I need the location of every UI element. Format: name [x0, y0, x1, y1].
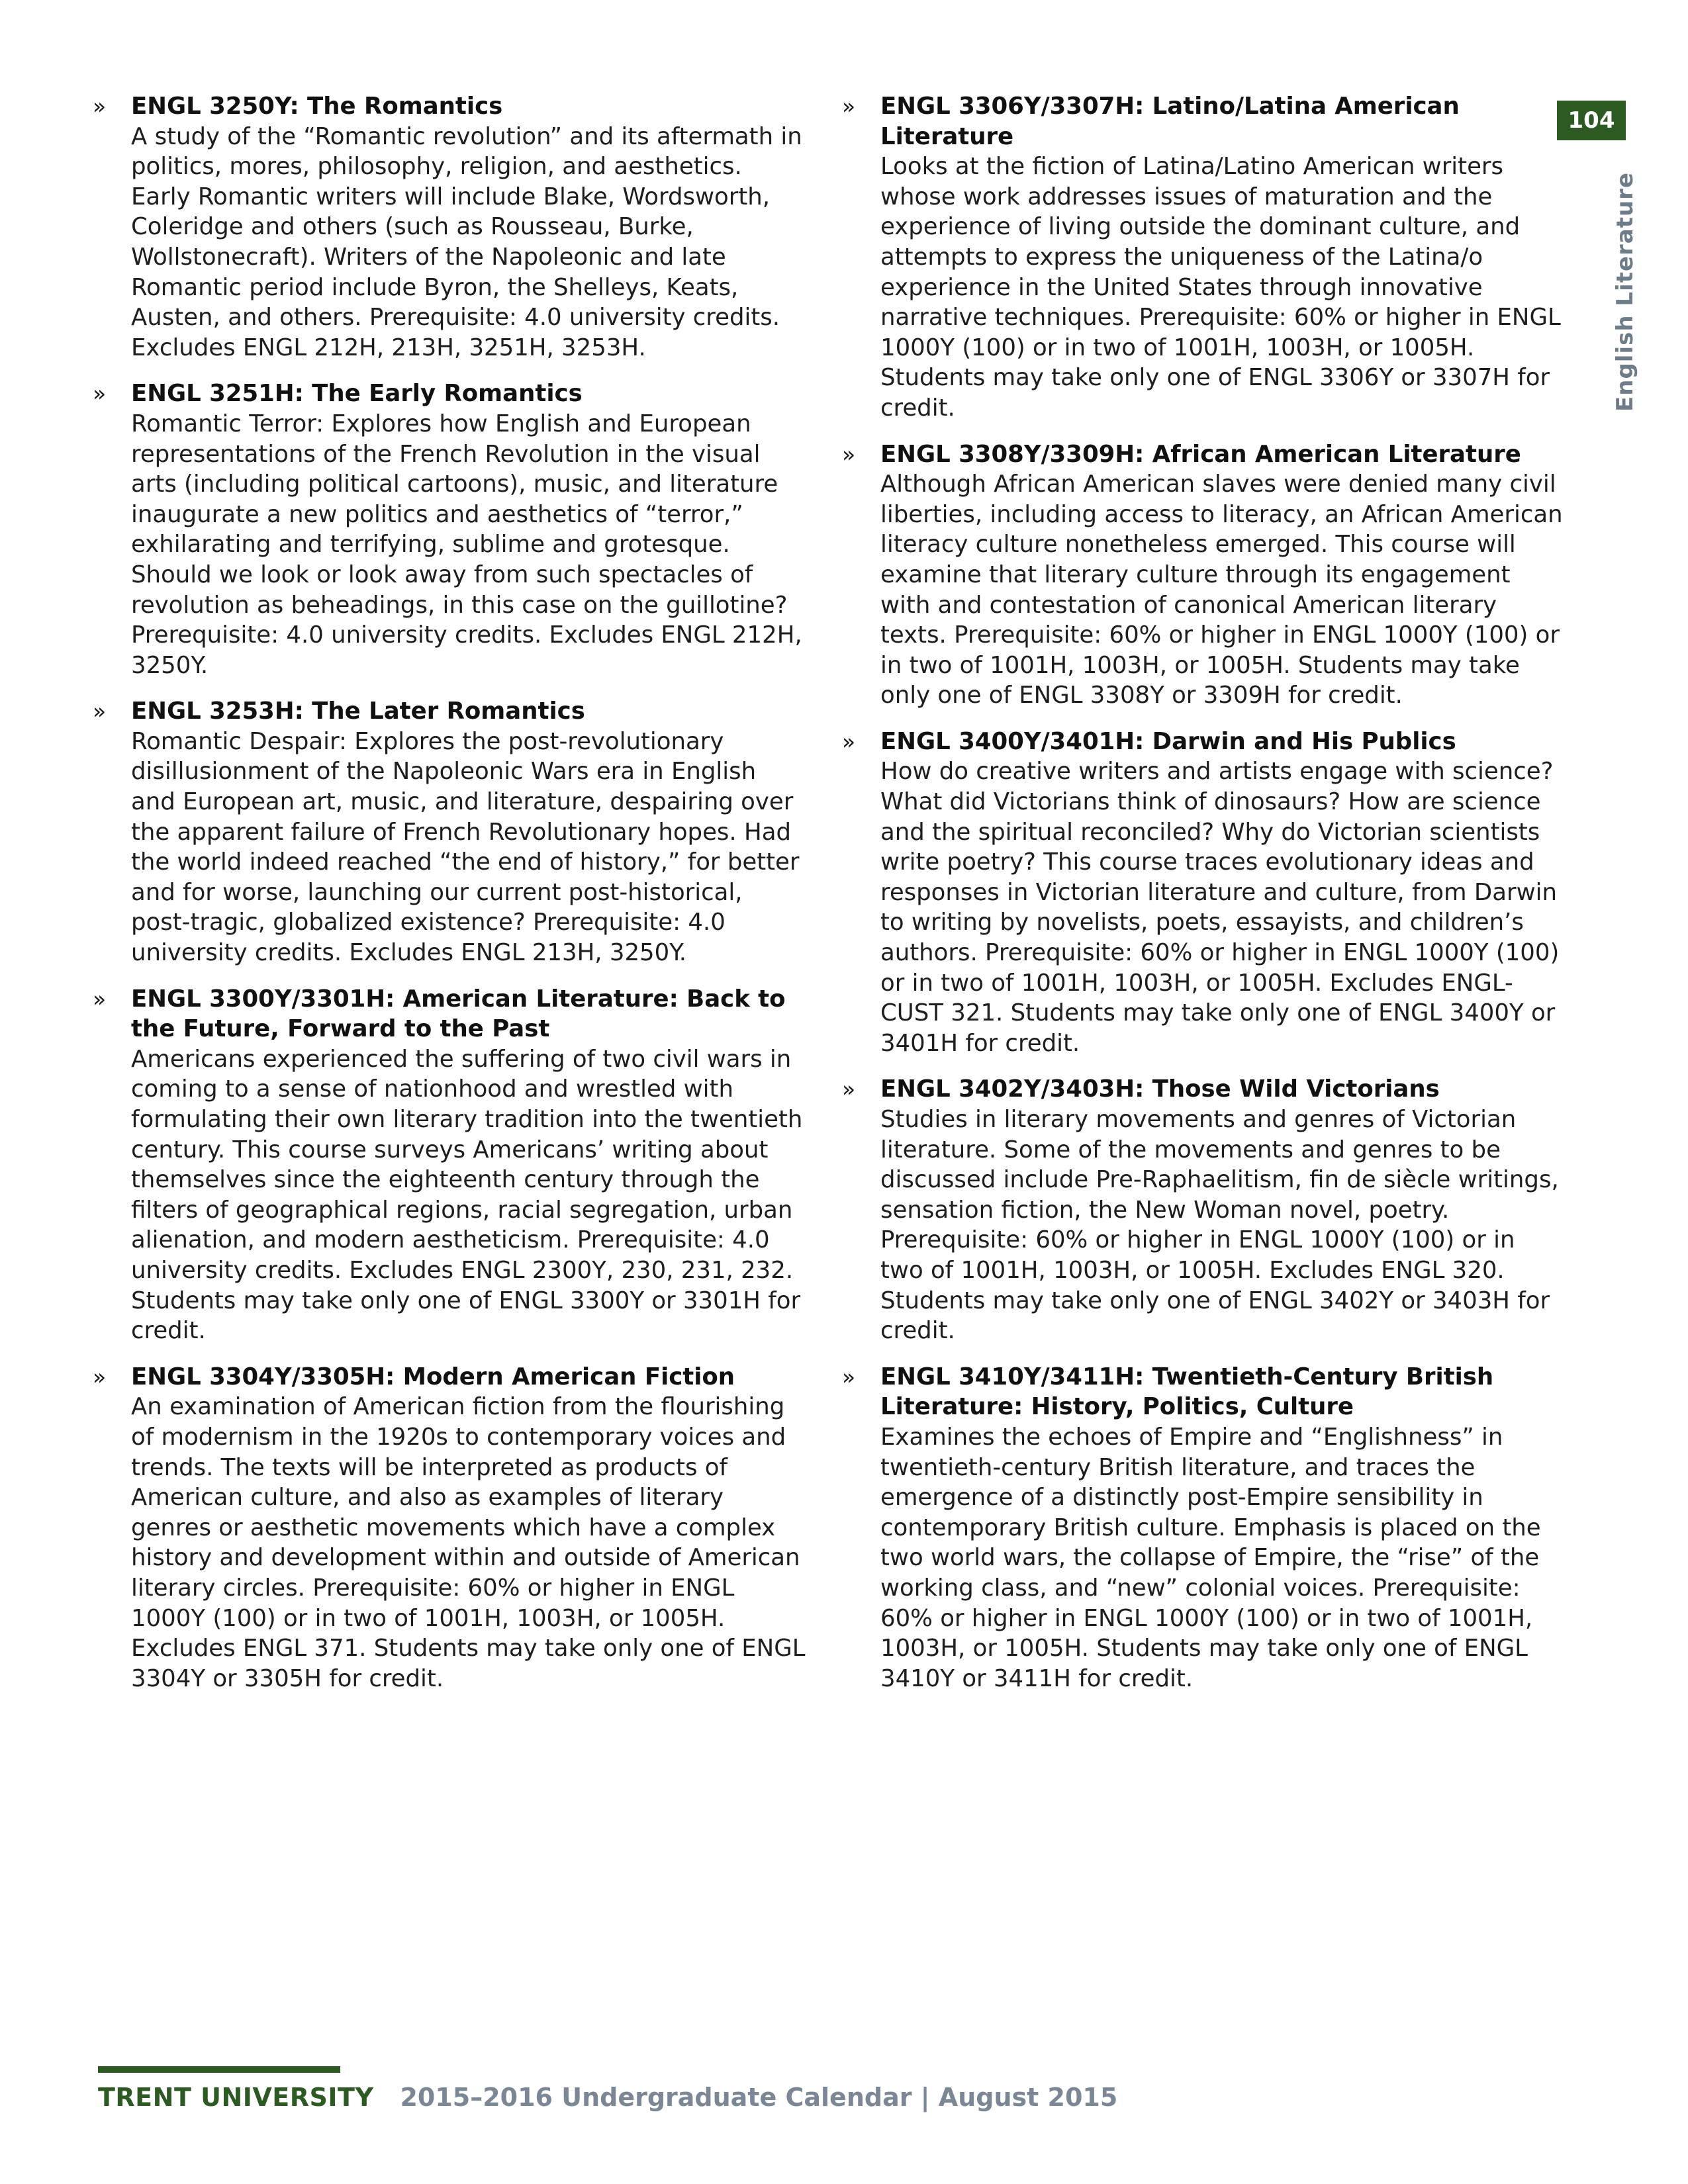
course-title: ENGL 3400Y/3401H: Darwin and His Publics	[880, 727, 1456, 755]
course-entry	[842, 727, 1564, 1059]
course-title: ENGL 3250Y: The Romantics	[131, 93, 503, 120]
course-entry	[93, 984, 808, 1346]
bullet-marker: »	[93, 698, 107, 725]
course-entry	[842, 91, 1564, 424]
bullet-marker: »	[842, 93, 856, 119]
course-description: How do creative writers and artists engage with science? What did Victorians think of dinosaurs? How are science and the spiritual reconciled? Why do Victorian scientists write poetry? This course traces evolutionary ideas and responses in Victorian literature and culture, from Darwin to writing by novelists, poets, essayists, and children’s authors. Prerequisite: 60% or higher in ENGL 1000Y (100) or in two of 1001H, 1003H, or 1005H. Excludes ENGL-CUST 321. Students may take only one of ENGL 3400Y or 3401H for credit.	[880, 758, 1560, 1057]
course-description: Looks at the fiction of Latina/Latino American writers whose work addresses issues of maturation and the experience of living outside the dominant culture, and attempts to express the uniqueness of the Latina/o experience in the United States through innovative narrative techniques. Prerequisite: 60% or higher in ENGL 1000Y (100) or in two of 1001H, 1003H, or 1005H. Students may take only one of ENGL 3306Y or 3307H for credit.	[880, 153, 1561, 422]
course-description: Examines the echoes of Empire and “Englishness” in twentieth-century British literature, and traces the emergence of a distinctly post-Empire sensibility in contemporary British culture. Emphasis is placed on the two world wars, the collapse of Empire, the “rise” of the working class, and “new” colonial voices. Prerequisite: 60% or higher in ENGL 1000Y (100) or in two of 1001H, 1003H, or 1005H. Students may take only one of ENGL 3410Y or 3411H for credit.	[880, 1423, 1541, 1692]
course-entry	[93, 91, 808, 363]
bullet-marker: »	[842, 728, 856, 754]
section-tab-label: English Literature	[1612, 172, 1638, 412]
course-entry	[93, 696, 808, 968]
course-entry	[842, 1362, 1564, 1694]
course-entry	[93, 1362, 808, 1694]
course-title: ENGL 3300Y/3301H: American Literature: Back to the Future, Forward to the Past	[131, 985, 786, 1043]
page-number-badge: 104	[1557, 101, 1626, 140]
course-title: ENGL 3304Y/3305H: Modern American Fiction	[131, 1363, 735, 1390]
course-entry	[93, 379, 808, 680]
course-description: Studies in literary movements and genres of Victorian literature. Some of the movements and genres to be discussed include Pre-Raphaelitism, fin de siècle writings, sensation fiction, the New Woman novel, poetry. Prerequisite: 60% or higher in ENGL 1000Y (100) or in two of 1001H, 1003H, or 1005H. Excludes ENGL 320. Students may take only one of ENGL 3402Y or 3403H for credit.	[880, 1106, 1559, 1345]
course-description: Romantic Despair: Explores the post-revolutionary disillusionment of the Napoleonic Wars era in English and European art, music, and literature, despairing over the apparent failure of French Revolutionary hopes. Had the world indeed reached “the end of history,” for better and for worse, launching our current post-historical, post-tragic, globalized existence? Prerequisite: 4.0 university credits. Excludes ENGL 213H, 3250Y.	[131, 727, 800, 967]
footer-university: TRENT UNIVERSITY	[98, 2083, 374, 2112]
left-column	[93, 91, 808, 1709]
right-column	[842, 91, 1564, 1709]
course-description: Americans experienced the suffering of two civil wars in coming to a sense of nationhood and wrestled with formulating their own literary tradition into the twentieth century. This course surveys Americans’ writing about themselves since the eighteenth century through the filters of geographical regions, racial segregation, urban alienation, and modern aestheticism. Prerequisite: 4.0 university credits. Excludes ENGL 2300Y, 230, 231, 232. Students may take only one of ENGL 3300Y or 3301H for credit.	[131, 1045, 803, 1345]
bullet-marker: »	[842, 1363, 856, 1390]
course-title: ENGL 3410Y/3411H: Twentieth-Century British Literature: History, Politics, Culture	[880, 1363, 1494, 1421]
course-entry	[842, 439, 1564, 711]
bullet-marker: »	[93, 93, 107, 119]
course-description: A study of the “Romantic revolution” and its aftermath in politics, mores, philosophy, religion, and aesthetics. Early Romantic writers will include Blake, Wordsworth, Coleridge and others (such as Rousseau, Burke, Wollstonecraft). Writers of the Napoleonic and late Romantic period include Byron, the Shelleys, Keats, Austen, and others. Prerequisite: 4.0 university credits. Excludes ENGL 212H, 213H, 3251H, 3253H.	[131, 122, 802, 361]
course-description: An examination of American fiction from the flourishing of modernism in the 1920s to contemporary voices and trends. The texts will be interpreted as products of American culture, and also as examples of literary genres or aesthetic movements which have a complex history and development within and outside of American literary circles. Prerequisite: 60% or higher in ENGL 1000Y (100) or in two of 1001H, 1003H, or 1005H. Excludes ENGL 371. Students may take only one of ENGL 3304Y or 3305H for credit.	[131, 1393, 806, 1692]
course-description: Romantic Terror: Explores how English and European representations of the French Revolution in the visual arts (including political cartoons), music, and literature inaugurate a new politics and aesthetics of “terror,” exhilarating and terrifying, sublime and grotesque. Should we look or look away from such spectacles of revolution as beheadings, in this case on the guillotine? Prerequisite: 4.0 university credits. Excludes ENGL 212H, 3250Y.	[131, 410, 802, 679]
course-entry	[842, 1074, 1564, 1345]
course-title: ENGL 3306Y/3307H: Latino/Latina American Literature	[880, 93, 1460, 150]
footer-rule	[98, 2066, 340, 2073]
course-title: ENGL 3308Y/3309H: African American Literature	[880, 440, 1521, 468]
course-title: ENGL 3251H: The Early Romantics	[131, 380, 583, 408]
course-title: ENGL 3253H: The Later Romantics	[131, 698, 585, 725]
course-title: ENGL 3402Y/3403H: Those Wild Victorians	[880, 1075, 1440, 1103]
footer-calendar: 2015–2016 Undergraduate Calendar | August 2015	[400, 2083, 1118, 2112]
page-footer	[98, 2081, 1117, 2113]
bullet-marker: »	[93, 1363, 107, 1390]
bullet-marker: »	[842, 441, 856, 467]
bullet-marker: »	[93, 985, 107, 1012]
course-description: Although African American slaves were denied many civil liberties, including access to literacy, an African American literacy culture nonetheless emerged. This course will examine that literary culture through its engagement with and contestation of canonical American literary texts. Prerequisite: 60% or higher in ENGL 1000Y (100) or in two of 1001H, 1003H, or 1005H. Students may take only one of ENGL 3308Y or 3309H for credit.	[880, 471, 1563, 709]
bullet-marker: »	[93, 381, 107, 407]
bullet-marker: »	[842, 1076, 856, 1103]
